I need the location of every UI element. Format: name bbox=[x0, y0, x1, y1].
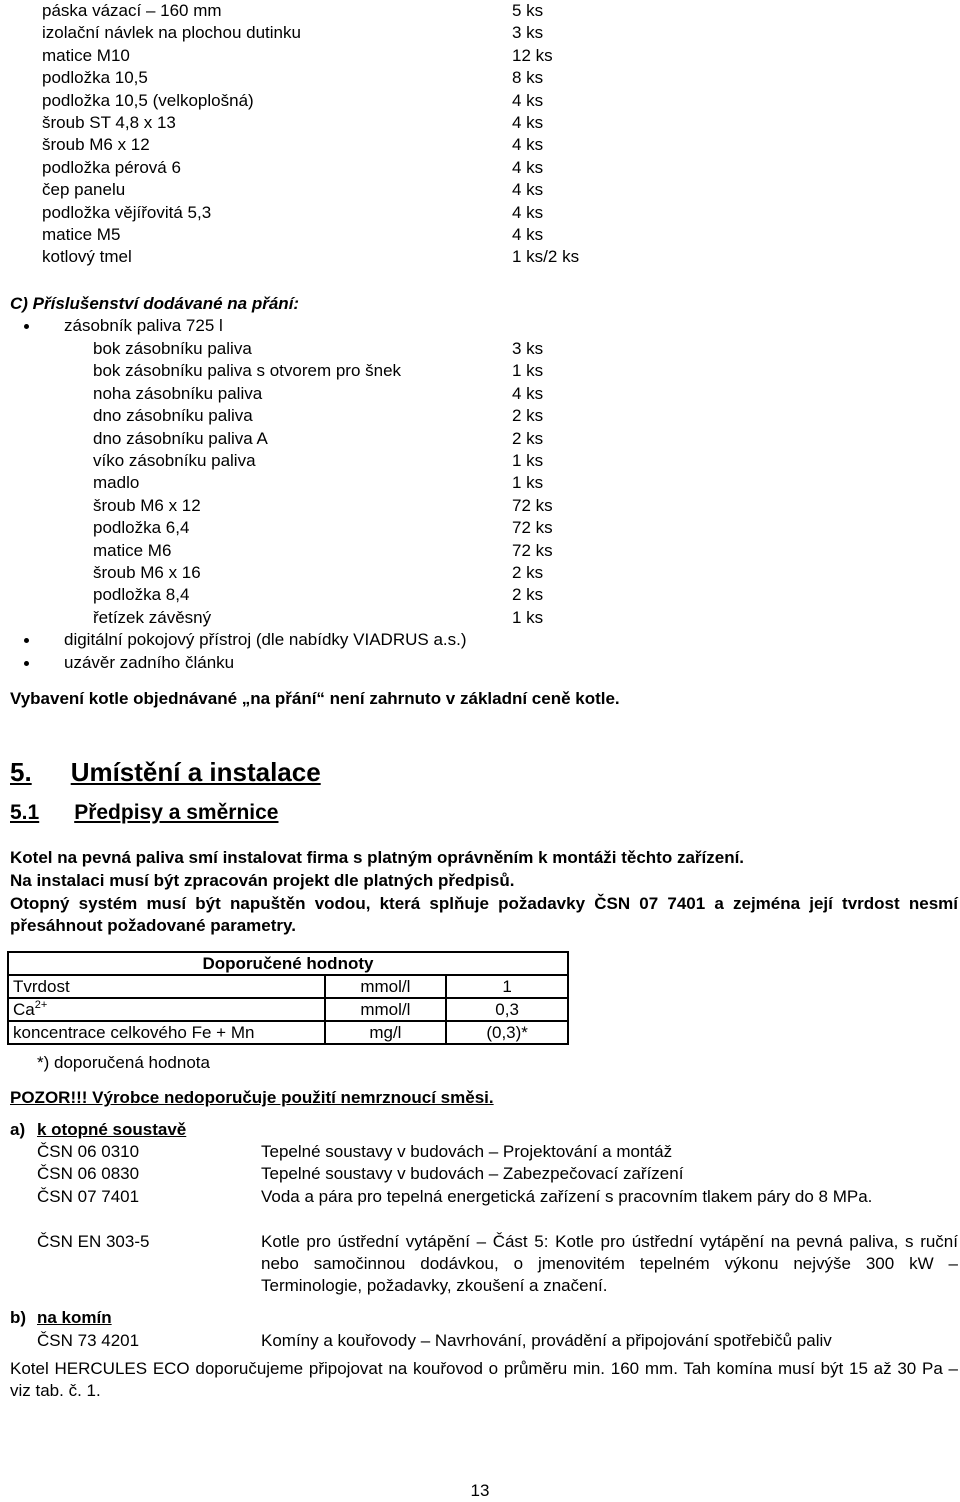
section-5-heading: 5. Umístění a instalace bbox=[10, 757, 321, 787]
tank-part-name: dno zásobníku paliva A bbox=[93, 428, 268, 448]
tank-part-name: bok zásobníku paliva bbox=[93, 339, 252, 358]
standards-b-label: b) bbox=[10, 1308, 27, 1327]
part-name: podložka pérová 6 bbox=[42, 157, 181, 177]
part-qty: 3 ks bbox=[512, 23, 544, 43]
bullet-icon bbox=[24, 638, 29, 643]
part-name: podložka vějířovitá 5,3 bbox=[42, 202, 212, 222]
standard-desc: Komíny a kouřovody – Navrhování, provádění a připojování spotřebičů paliv bbox=[261, 1331, 832, 1350]
antifreeze-warning: POZOR!!! Výrobce nedoporučuje použití nemrznoucí směsi. bbox=[10, 1088, 494, 1107]
part-name: podložka 10,5 bbox=[42, 68, 148, 88]
tank-part-qty: 1 ks bbox=[512, 607, 544, 627]
accessory-bullet-valve: uzávěr zadního článku bbox=[64, 653, 235, 672]
tank-part-name: matice M6 bbox=[93, 540, 172, 560]
standards-a-label: a) bbox=[10, 1120, 26, 1139]
value-cell: (0,3)* bbox=[446, 1021, 568, 1044]
part-name: podložka 10,5 (velkoplošná) bbox=[42, 90, 254, 110]
param-cell: koncentrace celkového Fe + Mn bbox=[8, 1021, 325, 1044]
accessories-heading: C) Příslušenství dodávané na přání: bbox=[10, 294, 300, 313]
value-cell: 0,3 bbox=[446, 998, 568, 1021]
tank-part-qty: 3 ks bbox=[512, 339, 544, 358]
standards-a-title: k otopné soustavě bbox=[37, 1120, 187, 1139]
standard-code: ČSN 73 4201 bbox=[37, 1331, 140, 1350]
accessory-bullet-tank: zásobník paliva 725 l bbox=[64, 316, 223, 335]
part-qty: 4 ks bbox=[512, 157, 544, 177]
part-qty: 4 ks bbox=[512, 90, 544, 110]
tank-part-name: madlo bbox=[93, 473, 140, 493]
part-qty: 5 ks bbox=[512, 1, 544, 20]
unit-cell: mmol/l bbox=[325, 975, 447, 998]
tank-part-qty: 72 ks bbox=[512, 518, 553, 538]
accessory-bullet-thermostat: digitální pokojový přístroj (dle nabídky VIADRUS a.s.) bbox=[64, 630, 467, 649]
tank-part-name: bok zásobníku paliva s otvorem pro šnek bbox=[93, 361, 402, 381]
standard-desc: Tepelné soustavy v budovách – Projektování a montáž bbox=[261, 1142, 673, 1161]
tank-part-qty: 4 ks bbox=[512, 383, 544, 403]
param-cell: $Ca^{2+}$ bbox=[8, 998, 325, 1021]
recommended-values-table bbox=[7, 951, 569, 1045]
part-name: šroub M6 x 12 bbox=[42, 135, 150, 155]
page-number: 13 bbox=[470, 1481, 490, 1500]
optional-equipment-note: Vybavení kotle objednávané „na přání“ není zahrnuto v základní ceně kotle. bbox=[10, 689, 620, 708]
part-qty: 4 ks bbox=[512, 225, 544, 244]
standard-desc: Kotle pro ústřední vytápění – Část 5: Kotle pro ústřední vytápění na pevná paliva, s ruční nebo samočinnou dodávkou, o jmenovitém tepelném výkonu nejvýše 300 kW – Terminologie, požadavky, zkoušení a značení. bbox=[261, 1231, 958, 1296]
part-qty: 1 ks/2 ks bbox=[512, 247, 580, 267]
tank-part-name: podložka 8,4 bbox=[93, 585, 190, 605]
tank-part-name: podložka 6,4 bbox=[93, 518, 190, 538]
part-name: matice M10 bbox=[42, 45, 130, 65]
section-5-1-heading: 5.1 Předpisy a směrnice bbox=[10, 801, 279, 824]
part-qty: 4 ks bbox=[512, 180, 544, 200]
param-cell: Tvrdost bbox=[8, 975, 325, 998]
tank-part-qty: 2 ks bbox=[512, 406, 544, 426]
part-name: čep panelu bbox=[42, 180, 126, 200]
tank-part-qty: 2 ks bbox=[512, 428, 544, 448]
standard-code: ČSN 06 0310 bbox=[37, 1142, 140, 1161]
table-row bbox=[8, 1021, 568, 1044]
tank-part-name: noha zásobníku paliva bbox=[93, 383, 263, 403]
part-name: izolační návlek na plochou dutinku bbox=[42, 23, 301, 43]
tank-part-qty: 2 ks bbox=[512, 563, 544, 582]
part-qty: 4 ks bbox=[512, 202, 544, 222]
part-qty: 12 ks bbox=[512, 45, 553, 65]
chimney-paragraph: Kotel HERCULES ECO doporučujeme připojovat na kouřovod o průměru min. 160 mm. Tah komína musí být 15 až 30 Pa – viz tab. č. 1. bbox=[10, 1359, 958, 1401]
table-header: Doporučené hodnoty bbox=[8, 952, 568, 975]
paragraph-water: Otopný systém musí být napuštěn vodou, která splňuje požadavky ČSN 07 7401 a zejména její tvrdost nesmí přesáhnout požadované parametry. bbox=[10, 894, 958, 936]
tank-part-qty: 72 ks bbox=[512, 540, 553, 560]
tank-part-qty: 2 ks bbox=[512, 585, 544, 605]
part-qty: 4 ks bbox=[512, 113, 544, 132]
tank-part-name: šroub M6 x 12 bbox=[93, 495, 201, 515]
table-row bbox=[8, 998, 568, 1021]
part-name: matice M5 bbox=[42, 225, 121, 244]
tank-part-qty: 1 ks bbox=[512, 473, 544, 493]
tank-part-name: řetízek závěsný bbox=[93, 607, 212, 627]
value-cell: 1 bbox=[446, 975, 568, 998]
table-header-row bbox=[8, 952, 568, 975]
tank-part-qty: 1 ks bbox=[512, 361, 544, 381]
tank-part-name: víko zásobníku paliva bbox=[93, 451, 256, 470]
standard-code: ČSN 07 7401 bbox=[37, 1186, 140, 1206]
part-name: kotlový tmel bbox=[42, 247, 132, 267]
tank-part-name: šroub M6 x 16 bbox=[93, 563, 201, 582]
tank-part-qty: 1 ks bbox=[512, 451, 544, 470]
unit-cell: mmol/l bbox=[325, 998, 447, 1021]
bullet-icon bbox=[24, 661, 29, 666]
table-footnote: *) doporučená hodnota bbox=[37, 1053, 210, 1072]
paragraph-installer: Kotel na pevná paliva smí instalovat firma s platným oprávněním k montáži těchto zařízení. bbox=[10, 848, 745, 867]
tank-part-qty: 72 ks bbox=[512, 495, 553, 515]
part-name: šroub ST 4,8 x 13 bbox=[42, 113, 176, 132]
part-qty: 8 ks bbox=[512, 68, 544, 88]
unit-cell: mg/l bbox=[325, 1021, 447, 1044]
part-name: páska vázací – 160 mm bbox=[42, 1, 222, 20]
standard-desc: Voda a pára pro tepelná energetická zařízení s pracovním tlakem páry do 8 MPa. bbox=[261, 1186, 873, 1206]
standard-code: ČSN EN 303-5 bbox=[37, 1231, 150, 1251]
part-qty: 4 ks bbox=[512, 135, 544, 155]
standard-desc: Tepelné soustavy v budovách – Zabezpečovací zařízení bbox=[261, 1164, 684, 1184]
standards-b-title: na komín bbox=[37, 1308, 112, 1327]
standard-code: ČSN 06 0830 bbox=[37, 1164, 140, 1184]
table-row bbox=[8, 975, 568, 998]
paragraph-project: Na instalaci musí být zpracován projekt dle platných předpisů. bbox=[10, 871, 515, 890]
bullet-icon bbox=[24, 324, 29, 329]
tank-part-name: dno zásobníku paliva bbox=[93, 406, 253, 426]
